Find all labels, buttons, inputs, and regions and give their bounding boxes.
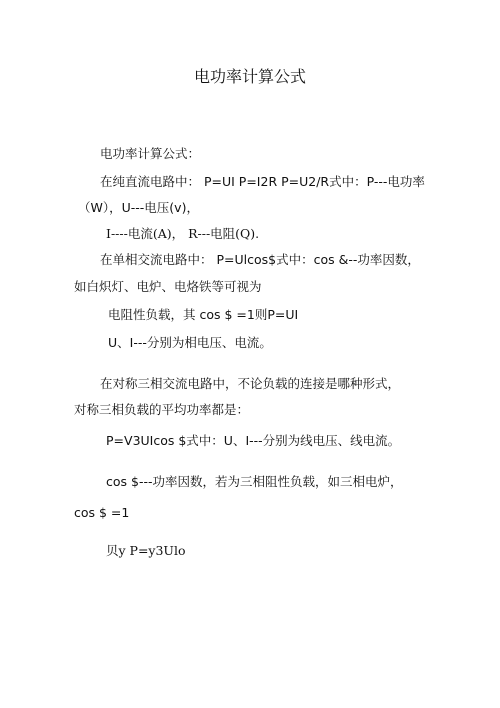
paragraph-line: 在单相交流电路中： P=Ulcos$式中：cos &--功率因数，	[100, 252, 420, 267]
paragraph-line: 贝y P=y3Ulo	[106, 543, 186, 558]
paragraph-line: 电功率计算公式：	[100, 146, 201, 161]
page-title: 电功率计算公式	[193, 67, 306, 86]
paragraph-line: 电阻性负载，其 cos $ =1则P=UI	[108, 307, 299, 322]
paragraph-line: U、I---分别为相电压、电流。	[108, 335, 272, 350]
paragraph-line: 在纯直流电路中： P=UI P=I2R P=U2/R式中：P---电功率	[100, 174, 425, 189]
paragraph-line: P=V3UIcos $式中：U、I---分别为线电压、线电流。	[106, 433, 401, 448]
paragraph-line: I----电流(A)， R---电阻(Q).	[106, 226, 260, 241]
paragraph-line: （W），U---电压(v)，	[78, 200, 199, 215]
paragraph-line: 如白炽灯、电炉、电烙铁等可视为	[74, 279, 262, 294]
paragraph-line: cos $---功率因数，若为三相阻性负载，如三相电炉，	[106, 474, 403, 489]
paragraph-line: 对称三相负载的平均功率都是：	[74, 402, 250, 417]
paragraph-line: 在对称三相交流电路中，不论负载的连接是哪种形式，	[100, 376, 401, 391]
paragraph-line: cos $ =1	[74, 505, 130, 520]
